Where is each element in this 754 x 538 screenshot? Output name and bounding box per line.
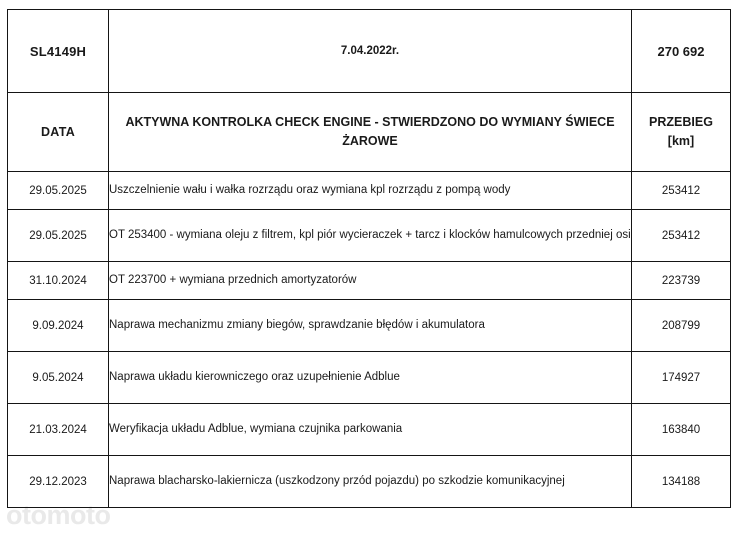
total-mileage-cell: 270 692	[632, 10, 731, 93]
column-header-description: AKTYWNA KONTROLKA CHECK ENGINE - STWIERDZONO DO WYMIANY ŚWIECE ŻAROWE	[109, 93, 632, 172]
row-date: 29.12.2023	[8, 456, 109, 508]
row-mileage: 253412	[632, 210, 731, 262]
column-header-date: DATA	[8, 93, 109, 172]
service-history-table	[7, 9, 731, 508]
table-row	[8, 352, 731, 404]
otomoto-watermark: otomoto	[6, 500, 111, 530]
row-mileage: 174927	[632, 352, 731, 404]
row-date: 31.10.2024	[8, 262, 109, 300]
table-row	[8, 210, 731, 262]
table-row	[8, 456, 731, 508]
row-description: OT 223700 + wymiana przednich amortyzatorów	[109, 262, 632, 300]
row-mileage: 163840	[632, 404, 731, 456]
row-date: 29.05.2025	[8, 210, 109, 262]
row-mileage: 134188	[632, 456, 731, 508]
table-row	[8, 262, 731, 300]
vehicle-id-cell: SL4149H	[8, 10, 109, 93]
column-header-mileage	[632, 93, 731, 172]
column-header-mileage-label: PRZEBIEG	[649, 115, 713, 130]
report-date-cell: 7.04.2022r.	[109, 10, 632, 93]
row-date: 9.09.2024	[8, 300, 109, 352]
row-description: Weryfikacja układu Adblue, wymiana czujnika parkowania	[109, 404, 632, 456]
row-mileage: 208799	[632, 300, 731, 352]
row-mileage: 253412	[632, 172, 731, 210]
table-row	[8, 404, 731, 456]
row-description: Uszczelnienie wału i wałka rozrządu oraz wymiana kpl rozrządu z pompą wody	[109, 172, 632, 210]
row-date: 21.03.2024	[8, 404, 109, 456]
table-row	[8, 300, 731, 352]
table-header-row	[8, 93, 731, 172]
row-description: Naprawa mechanizmu zmiany biegów, sprawdzanie błędów i akumulatora	[109, 300, 632, 352]
table-body	[8, 10, 731, 508]
table-row	[8, 172, 731, 210]
row-date: 9.05.2024	[8, 352, 109, 404]
identification-row	[8, 10, 731, 93]
row-mileage: 223739	[632, 262, 731, 300]
row-description: OT 253400 - wymiana oleju z filtrem, kpl piór wycieraczek + tarcz i klocków hamulcowych przedniej osi	[109, 210, 632, 262]
row-description: Naprawa blacharsko-lakiernicza (uszkodzony przód pojazdu) po szkodzie komunikacyjnej	[109, 456, 632, 508]
row-date: 29.05.2025	[8, 172, 109, 210]
column-header-mileage-unit: [km]	[667, 134, 695, 148]
row-description: Naprawa układu kierowniczego oraz uzupełnienie Adblue	[109, 352, 632, 404]
